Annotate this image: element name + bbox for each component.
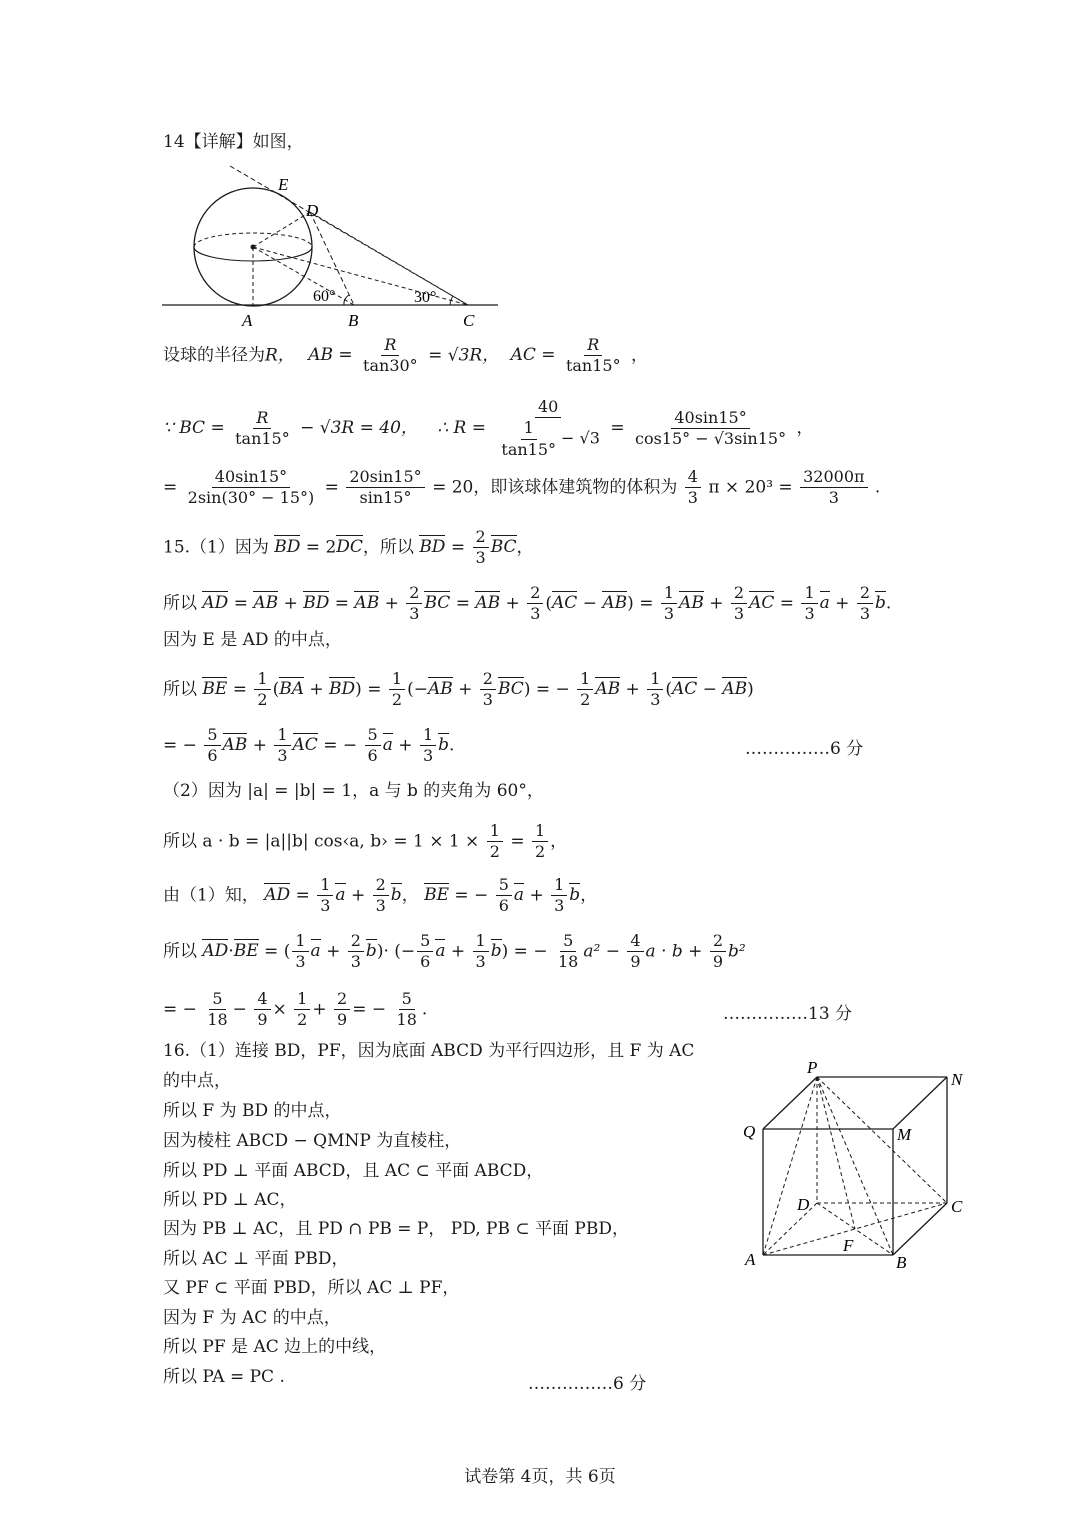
label-b: B xyxy=(896,1253,907,1272)
p16-line11: 所以 PF 是 AC 边上的中线， xyxy=(163,1337,387,1357)
page-footer: 试卷第 4页，共 6页 xyxy=(464,1467,616,1487)
label-angle-60: 60° xyxy=(313,288,336,305)
label-c: C xyxy=(951,1197,963,1216)
sphere-figure xyxy=(160,160,510,335)
label-d: D xyxy=(306,201,319,220)
p14-line2: ∵ BC = $\frac{R}{\tan 15^\circ}$ − √3R = 40， ∴ R = 40 $\frac{1}{\tan 15^\circ}$ − √3 = $\frac{40\sin 15^\circ}{\cos 15^\circ - √3\sin 15^\circ}$ ， xyxy=(163,397,814,459)
label-m: M xyxy=(897,1125,912,1144)
score-13-p15: ……………13 分 xyxy=(723,1004,853,1024)
prism-figure xyxy=(738,1055,978,1275)
p15-line3: 因为 E 是 AD 的中点， xyxy=(163,630,342,650)
angle-arc-60 xyxy=(344,295,349,305)
p16-line2: 的中点， xyxy=(163,1071,231,1091)
label-a: A xyxy=(242,311,253,330)
p15-line4: 所以 BE = $\frac{1}{2}$ (BA + BD) = $\frac{1}{2}$ (−AB + $\frac{2}{3}$ BC) = − $\frac{1}{2}$ AB + $\frac{1}{3}$ (AC − AB) xyxy=(163,669,754,710)
radius-to-d xyxy=(253,212,310,247)
tangent-line-e xyxy=(230,166,468,305)
p16-line7: 因为 PB ⊥ AC，且 PD ∩ PB = P， PD, PB ⊂ 平面 PBD， xyxy=(163,1219,629,1239)
label-q: Q xyxy=(743,1122,756,1141)
p15-line9: 所以 AD·BE = ( $\frac{1}{3}$ a + $\frac{2}{3}$ b)· (− $\frac{5}{6}$ a + $\frac{1}{3}$ b) = − $\frac{5}{18}$ a² − $\frac{4}{9}$ a · b + $\frac{2}{9}$ b² xyxy=(163,931,746,972)
p15-line1: 15.（1）因为 BD = 2DC，所以 BD = $\frac{2}{3}$ BC， xyxy=(163,527,534,568)
label-e: E xyxy=(278,175,289,194)
label-b: B xyxy=(348,311,359,330)
p14-line1: 设球的半径为R， AB = $\frac{R}{\tan 30^\circ}$ = √3R， AC = $\frac{R}{\tan 15^\circ}$ ， xyxy=(163,335,648,376)
p16-line6: 所以 PD ⊥ AC， xyxy=(163,1190,297,1210)
p16-line12: 所以 PA = PC . xyxy=(163,1367,285,1387)
label-p: P xyxy=(807,1058,818,1077)
label-angle-30: 30° xyxy=(414,289,437,306)
p16-line5: 所以 PD ⊥ 平面 ABCD，且 AC ⊂ 平面 ABCD， xyxy=(163,1161,544,1181)
label-f: F xyxy=(843,1236,854,1255)
p15-line8: 由（1）知， AD = $\frac{1}{3}$ a + $\frac{2}{3}$ b， BE = − $\frac{5}{6}$ a + $\frac{1}{3}$ b， xyxy=(163,875,598,916)
p16-line8: 所以 AC ⊥ 平面 PBD， xyxy=(163,1249,349,1269)
p15-line5: = − $\frac{5}{6}$ AB + $\frac{1}{3}$ AC = − $\frac{5}{6}$ a + $\frac{1}{3}$ b. xyxy=(163,725,455,766)
score-6-p16: ……………6 分 xyxy=(528,1374,647,1394)
label-d: D xyxy=(797,1195,810,1214)
label-c: C xyxy=(463,311,475,330)
p16-line3: 所以 F 为 BD 的中点， xyxy=(163,1101,342,1121)
p16-line4: 因为棱柱 ABCD − QMNP 为直棱柱， xyxy=(163,1131,462,1151)
label-n: N xyxy=(951,1070,963,1089)
p15-line10: = − $\frac{5}{18}$ − $\frac{4}{9}$ × $\frac{1}{2}$ + $\frac{2}{9}$ = − $\frac{5}{18}$ . xyxy=(163,989,428,1030)
center-to-b xyxy=(253,247,354,305)
p16-line1: 16.（1）连接 BD，PF，因为底面 ABCD 为平行四边形，且 F 为 AC xyxy=(163,1041,695,1061)
p14-line3: = $\frac{40\sin 15^\circ}{2\sin(30^\circ - 15^\circ)}$ = $\frac{20\sin 15^\circ}{\sin 15^\circ}$ = 20，即该球体建筑物的体积为 $\frac{4}{3}$ π × 20³ = $\frac{32000\pi}{3}$ . xyxy=(163,467,881,508)
p15-line7: 所以 a · b = |a||b| cos‹a, b› = 1 × 1 × $\frac{1}{2}$ = $\frac{1}{2}$ ， xyxy=(163,821,568,862)
p15-line6: （2）因为 |a| = |b| = 1，a 与 b 的夹角为 60°， xyxy=(163,781,544,801)
p15-line2: 所以 AD = AB + BD = AB + $\frac{2}{3}$ BC = AB + $\frac{2}{3}$ (AC − AB) = $\frac{1}{3}$ AB + $\frac{2}{3}$ AC = $\frac{1}{3}$ a + $\frac{2}{3}$ b. xyxy=(163,583,892,624)
p16-line9: 又 PF ⊂ 平面 PBD，所以 AC ⊥ PF， xyxy=(163,1278,460,1298)
p16-line10: 因为 F 为 AC 的中点， xyxy=(163,1308,341,1328)
label-a: A xyxy=(745,1250,756,1269)
score-6-p15: ……………6 分 xyxy=(745,739,864,759)
p14-heading: 14【详解】如图， xyxy=(163,132,304,152)
